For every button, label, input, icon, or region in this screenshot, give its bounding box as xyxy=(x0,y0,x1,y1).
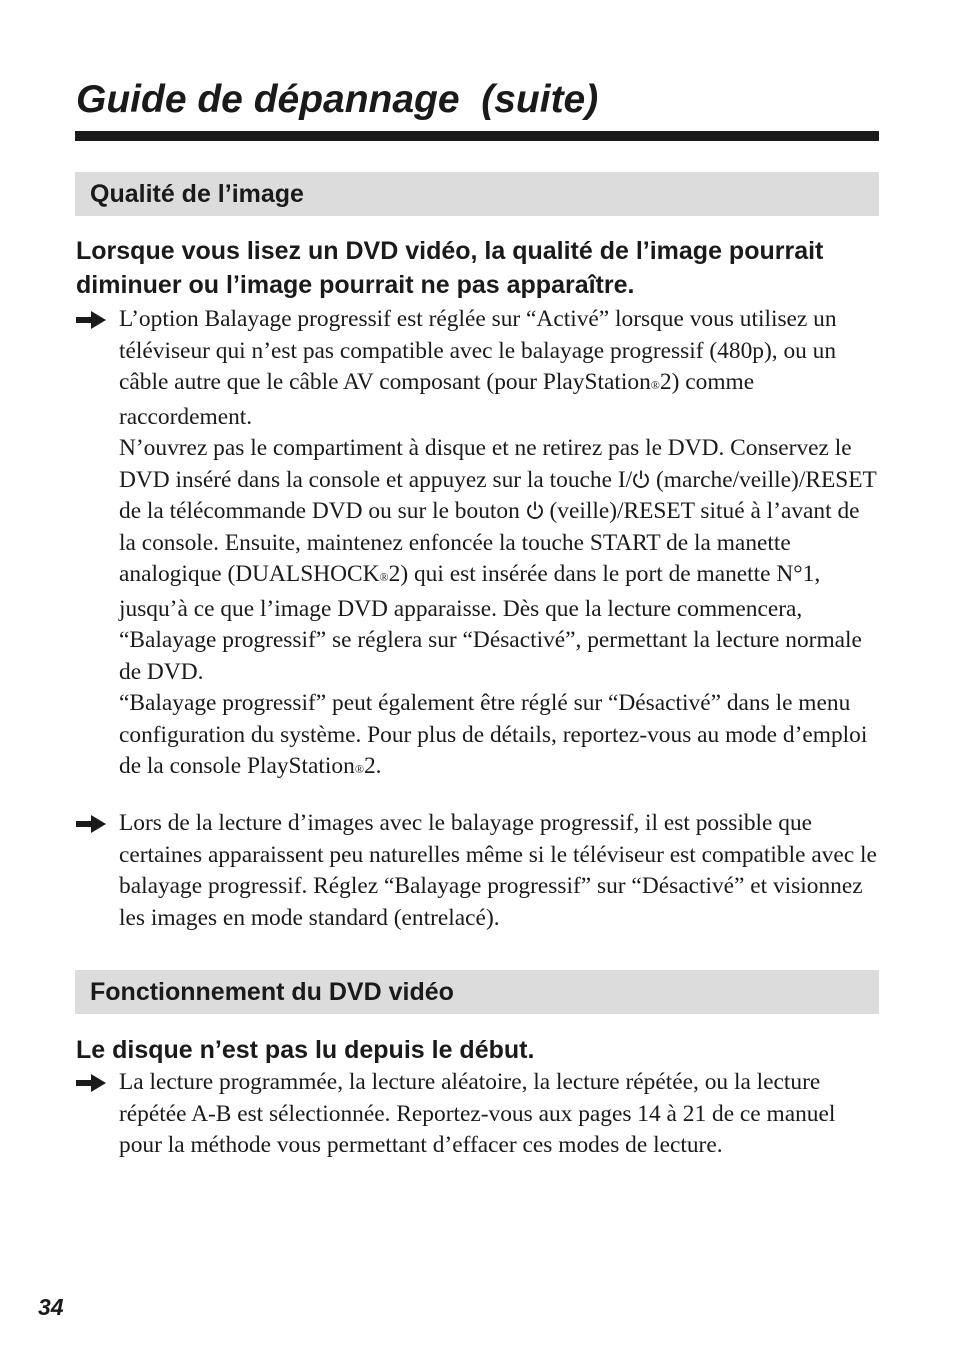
solution-paragraph: L’option Balayage progressif est réglée sur “Activé” lorsque vous utilisez un téléviseur qui n’est pas compatible avec le balayage progressif (480p), ou un câble autre que le câble AV composant (pour PlayStation®2) comme raccordement. xyxy=(119,306,837,430)
page-number: 34 xyxy=(38,1294,64,1320)
problem-heading-image-quality: Lorsque vous lisez un DVD vidéo, la qualité de l’image pourrait diminuer ou l’image pourrait ne pas apparaître. xyxy=(76,237,824,299)
registered-mark: ® xyxy=(379,570,389,584)
solution-item-playback-modes xyxy=(76,1067,882,1162)
registered-mark: ® xyxy=(354,762,364,776)
solution-item-unnatural-images xyxy=(76,808,882,934)
solution-paragraph: La lecture programmée, la lecture aléatoire, la lecture répétée, ou la lecture répétée A-B est sélectionnée. Reportez-vous aux pages 14 à 21 de ce manuel pour la méthode vous permettant d’effacer ces modes de lecture. xyxy=(119,1069,836,1158)
registered-mark: ® xyxy=(650,378,660,392)
section-heading-dvd-operation: Fonctionnement du DVD vidéo xyxy=(75,970,879,1014)
power-icon xyxy=(632,469,650,489)
page-title: Guide de dépannage (suite) xyxy=(76,78,599,121)
solution-paragraph: “Balayage progressif” peut également être réglé sur “Désactivé” dans le menu configuration du système. Pour plus de détails, reportez-vous au mode d’emploi de la console PlayStation®2. xyxy=(119,690,868,779)
title-rule xyxy=(75,131,879,141)
right-arrow-icon xyxy=(76,815,106,833)
problem-heading-not-from-start: Le disque n’est pas lu depuis le début. xyxy=(76,1036,535,1064)
solution-paragraph: Lors de la lecture d’images avec le balayage progressif, il est possible que certaines apparaissent peu naturelles même si le téléviseur est compatible avec le balayage progressif. Réglez “Balayage progressif” sur “Désactivé” et visionnez les images en mode standard (entrelacé). xyxy=(119,810,877,931)
right-arrow-icon xyxy=(76,311,106,329)
section-heading-image-quality: Qualité de l’image xyxy=(75,172,879,216)
solution-paragraph: N’ouvrez pas le compartiment à disque et ne retirez pas le DVD. Conservez le DVD inséré dans la console et appuyez sur la touche I/ (marche/veille)/RESET de la télécommande DVD ou sur le bouton (veille)/RESET situé à l’avant de la console. Ensuite, maintenez enfoncée la touche START de la manette analogique (DUALSHOCK®2) qui est insérée dans le port de manette N°1, jusqu’à ce que l’image DVD apparaisse. Dès que la lecture commencera, “Balayage progressif” se réglera sur “Désactivé”, permettant la lecture normale de DVD. xyxy=(119,435,877,685)
solution-item-progressive-scan xyxy=(76,304,882,786)
right-arrow-icon xyxy=(76,1074,106,1092)
power-icon xyxy=(526,500,544,520)
